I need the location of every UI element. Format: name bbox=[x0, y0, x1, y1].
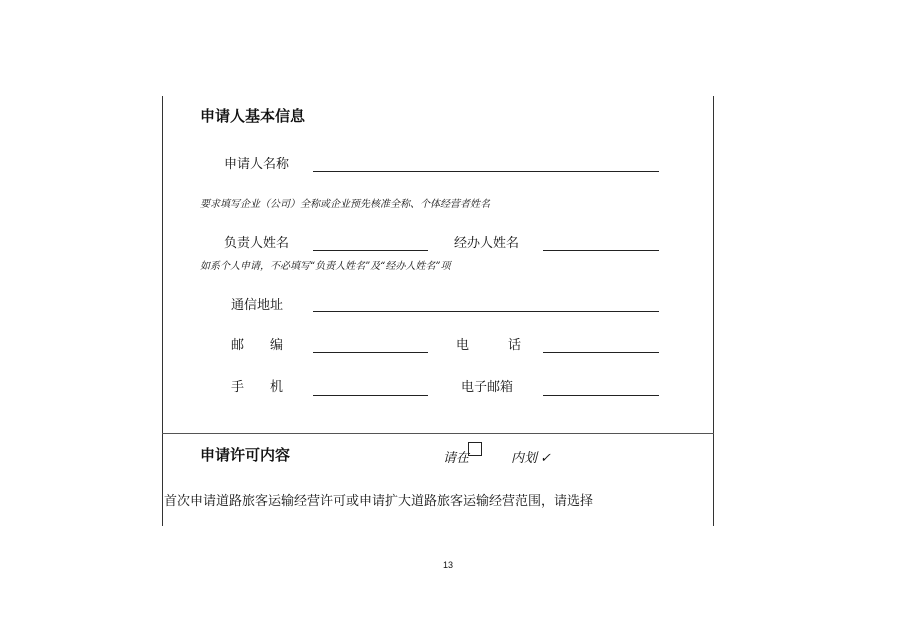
table-right-border bbox=[713, 96, 714, 526]
tick-suffix-text: 内划 bbox=[511, 451, 538, 466]
handler-name-field[interactable] bbox=[543, 250, 659, 251]
applicant-info-heading: 申请人基本信息 bbox=[200, 107, 306, 125]
first-application-text: 首次申请道路旅客运输经营许可或申请扩大道路旅客运输经营范围，请选择 bbox=[164, 494, 594, 509]
email-field[interactable] bbox=[543, 395, 659, 396]
table-left-border bbox=[162, 96, 163, 526]
phone-label: 电 话 bbox=[456, 338, 522, 353]
applicant-name-note: 要求填写企业（公司）全称或企业预先核准全称、个体经营者姓名 bbox=[200, 199, 490, 210]
phone-field[interactable] bbox=[543, 352, 659, 353]
responsible-person-label: 负责人姓名 bbox=[224, 236, 290, 251]
applicant-name-label: 申请人名称 bbox=[224, 157, 290, 172]
postcode-label: 邮 编 bbox=[231, 338, 284, 353]
postcode-field[interactable] bbox=[313, 352, 428, 353]
section-divider bbox=[162, 433, 714, 434]
address-field[interactable] bbox=[313, 311, 659, 312]
handler-name-label: 经办人姓名 bbox=[454, 236, 520, 251]
check-mark-icon: ✓ bbox=[540, 451, 551, 466]
page-number: 13 bbox=[443, 560, 454, 570]
mobile-field[interactable] bbox=[313, 395, 428, 396]
email-label: 电子邮箱 bbox=[461, 380, 514, 395]
individual-applicant-note: 如系个人申请，不必填写“负责人姓名”及“经办人姓名”项 bbox=[200, 261, 451, 272]
tick-instruction-suffix bbox=[511, 447, 551, 466]
license-content-heading: 申请许可内容 bbox=[200, 446, 291, 464]
applicant-name-field[interactable] bbox=[313, 171, 659, 172]
responsible-person-field[interactable] bbox=[313, 250, 428, 251]
mobile-label: 手 机 bbox=[231, 380, 284, 395]
address-label: 通信地址 bbox=[231, 298, 284, 313]
tick-instruction-prefix: 请在 bbox=[443, 451, 470, 466]
sample-checkbox bbox=[468, 442, 482, 456]
